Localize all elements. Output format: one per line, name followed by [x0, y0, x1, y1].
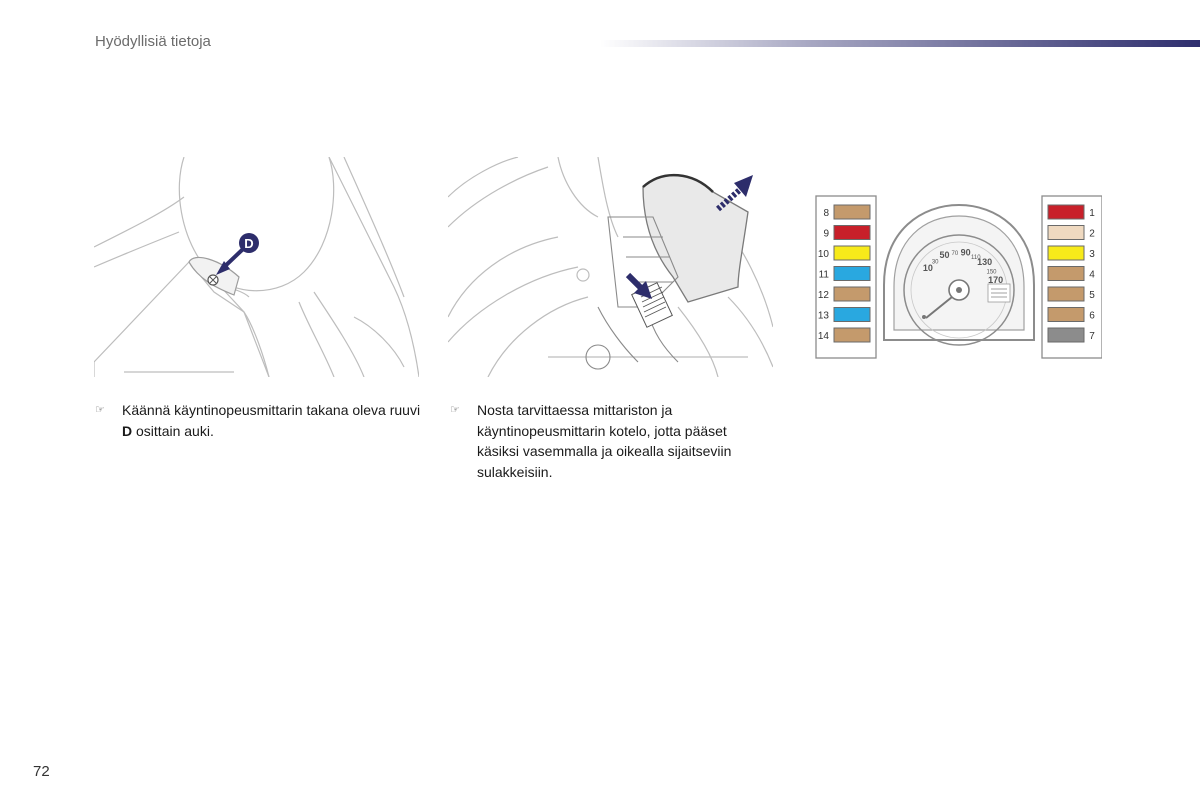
fuse-1-label: 1	[1089, 208, 1095, 219]
step-2-text: Nosta tarvittaessa mittariston ja käyntinopeusmittarin kotelo, jotta pääset käsiksi vasemmalla ja oikealla sijaitseviin sulakkeisiin.	[477, 402, 732, 480]
fuse-11	[819, 267, 870, 281]
speedometer-label-90: 90	[960, 247, 971, 258]
speedometer-label-110: 110	[971, 254, 981, 261]
screw-illustration	[94, 157, 419, 377]
fuse-3-label: 3	[1089, 249, 1095, 260]
fuse-12	[818, 287, 870, 301]
instruction-step-2	[450, 400, 770, 482]
fuse-9-label: 9	[823, 228, 829, 240]
fuse-4-label: 4	[1089, 269, 1095, 281]
fuse-12-label: 12	[817, 290, 829, 301]
speedometer-housing	[884, 205, 1034, 345]
fuse-8-body	[834, 205, 870, 219]
fuse-14	[818, 328, 870, 342]
fuse-2-body	[1048, 226, 1084, 240]
fuse-10-body	[834, 246, 870, 260]
fuse-14-label: 14	[817, 331, 829, 342]
step-1-text	[95, 400, 425, 441]
fuse-11-label: 11	[818, 269, 829, 281]
fuse-13-body	[834, 308, 870, 322]
fuse-layout-diagram	[812, 190, 1102, 400]
fuse-10	[818, 246, 870, 260]
fuse-5-body	[1048, 287, 1084, 301]
figure-screw-d	[94, 157, 419, 377]
fuse-14-body	[834, 328, 870, 342]
speedometer-label-150: 150	[986, 269, 997, 276]
speedometer-label-30: 30	[931, 259, 939, 266]
speedometer-label-10: 10	[922, 263, 933, 274]
fuse-10-label: 10	[817, 249, 829, 260]
fuse-9-body	[834, 226, 870, 240]
fuse-7-body	[1048, 328, 1084, 342]
cluster-illustration	[448, 157, 773, 377]
speedometer-label-130: 130	[977, 257, 993, 267]
speedometer-label-50: 50	[939, 249, 950, 260]
fuse-4-body	[1048, 267, 1084, 281]
fuse-2-label: 2	[1089, 228, 1095, 240]
lift-arrow-icon	[718, 175, 753, 209]
fuse-diagram-svg	[812, 190, 1102, 400]
fuse-1-body	[1048, 205, 1084, 219]
speedometer-label-170: 170	[988, 275, 1004, 286]
fuse-13-label: 13	[817, 310, 829, 322]
step-1-bold-d: D	[122, 422, 133, 439]
bullet-hand-icon: ☞	[95, 404, 105, 416]
callout-d-label: D	[244, 236, 254, 251]
fuse-7-label: 7	[1089, 331, 1095, 342]
header-gradient-bar	[600, 40, 1200, 47]
fuse-11-body	[834, 267, 870, 281]
fuse-6-body	[1048, 308, 1084, 322]
fuse-13	[818, 308, 870, 322]
instruction-step-1	[95, 400, 425, 441]
page-number: 72	[33, 763, 50, 780]
step-1-text-start: Käännä käyntinopeusmittarin takana oleva ruuvi	[122, 402, 421, 418]
bullet-hand-icon: ☞	[450, 404, 460, 416]
fuse-8-label: 8	[823, 208, 829, 219]
fuse-5-label: 5	[1089, 290, 1095, 301]
step-1-text-end: osittain auki.	[132, 422, 214, 439]
figure-lift-cluster	[448, 157, 773, 377]
speedometer-label-70: 70	[951, 251, 959, 258]
page-header-title: Hyödyllisiä tietoja	[95, 33, 211, 50]
fuse-3-body	[1048, 246, 1084, 260]
fuse-12-body	[834, 287, 870, 301]
fuse-6-label: 6	[1089, 310, 1095, 322]
